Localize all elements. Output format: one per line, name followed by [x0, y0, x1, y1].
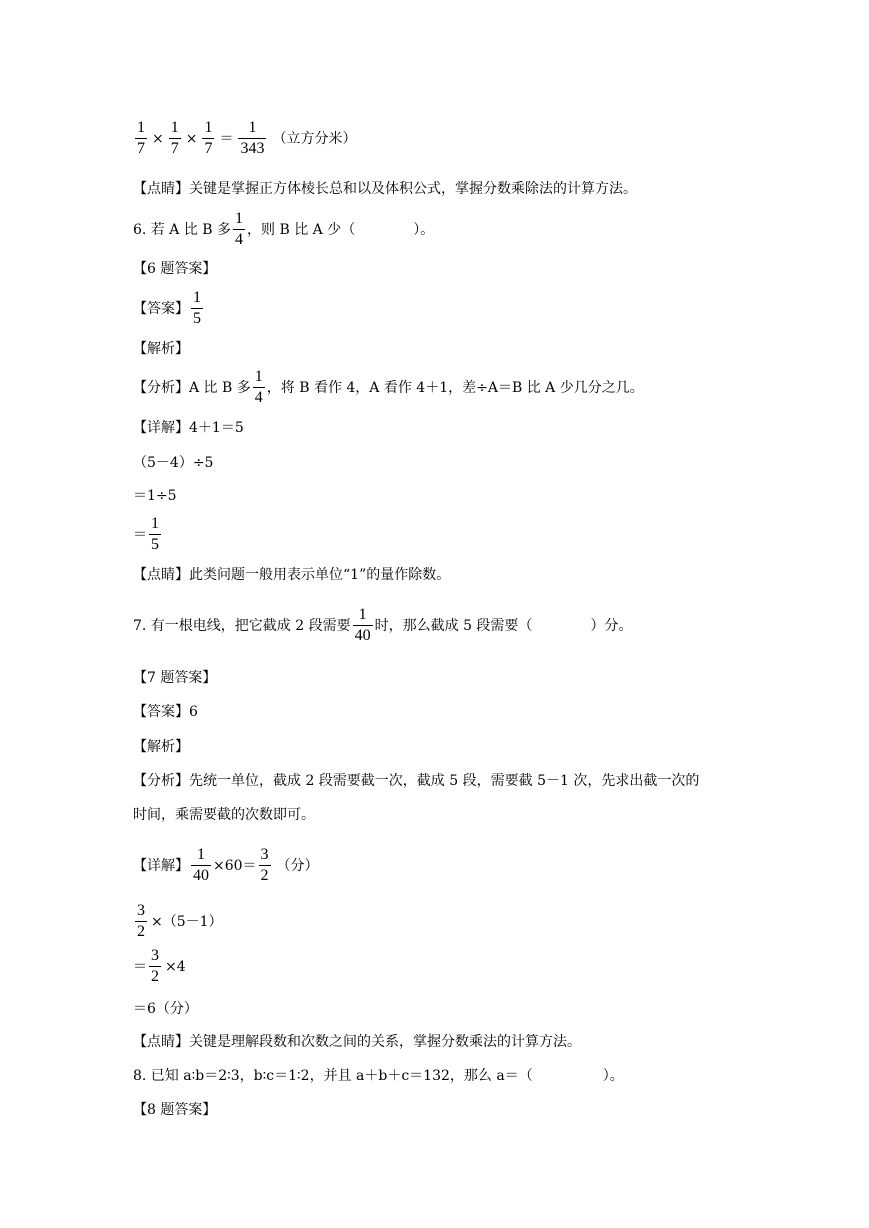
detail-7: 【详解】 $\frac{1}{40}$ ×60＝ $\frac{3}{2}$ （分） — [133, 846, 319, 885]
step-6-1: （5－4）÷5 — [133, 455, 214, 471]
fraction: $\frac{1}{343}$ — [240, 119, 265, 158]
answer-title-6: 【6 题答案】 — [133, 261, 217, 277]
fraction: $\frac{1}{7}$ — [170, 119, 179, 158]
note-6: 【点睛】此类问题一般用表示单位“1”的量作除数。 — [133, 567, 451, 583]
answer-title-7: 【7 题答案】 — [133, 670, 217, 686]
question-6: 6. 若 A 比 B 多 $\frac{1}{4}$ ，则 B 比 A 少（ ）。 — [133, 210, 435, 249]
detail-6: 【详解】4＋1＝5 — [133, 420, 244, 436]
fraction: $\frac{1}{5}$ — [193, 289, 201, 328]
fraction: $\frac{1}{5}$ — [151, 515, 159, 554]
fraction: $\frac{1}{4}$ — [254, 368, 263, 407]
step-6-2: ＝1÷5 — [133, 488, 177, 504]
answer-7: 【答案】6 — [133, 704, 198, 720]
fraction: $\frac{1}{7}$ — [137, 119, 145, 158]
note-7: 【点睛】关键是理解段数和次数之间的关系，掌握分数乘法的计算方法。 — [133, 1034, 581, 1050]
question-7: 7. 有一根电线，把它截成 2 段需要 $\frac{1}{40}$ 时，那么截成 5 段需要（ ）分。 — [133, 606, 633, 645]
analysis-title-7: 【解析】 — [133, 739, 189, 755]
analysis-7-line1: 【分析】先统一单位，截成 2 段需要截一次，截成 5 段，需要截 5－1 次，先求出截一次的 — [133, 773, 700, 789]
step-7-3: ＝6（分） — [133, 1001, 198, 1017]
step-7-2: ＝ $\frac{3}{2}$ ×4 — [133, 947, 186, 986]
step-7-1: $\frac{3}{2}$ ×（5－1） — [137, 902, 223, 941]
fraction: $\frac{3}{2}$ — [151, 947, 159, 986]
step-6-3: ＝ $\frac{1}{5}$ — [133, 515, 159, 554]
fraction: $\frac{1}{7}$ — [204, 119, 213, 158]
analysis-title-6: 【解析】 — [133, 341, 189, 357]
volume-calculation: $\frac{1}{7}$ × $\frac{1}{7}$ × $\frac{1}{7}$ ＝ $\frac{1}{343}$ （立方分米） — [137, 119, 357, 158]
fraction: $\frac{3}{2}$ — [260, 846, 269, 885]
answer-6: 【答案】 $\frac{1}{5}$ — [133, 289, 201, 328]
analysis-7-line2: 时间，乘需要截的次数即可。 — [133, 807, 315, 823]
fraction: $\frac{3}{2}$ — [137, 902, 145, 941]
question-8: 8. 已知 a∶b＝2∶3，b∶c＝1∶2，并且 a＋b＋c＝132，那么 a＝（ ）。 — [133, 1068, 624, 1084]
fraction: $\frac{1}{4}$ — [235, 210, 244, 249]
fraction: $\frac{1}{40}$ — [354, 606, 371, 645]
answer-title-8: 【8 题答案】 — [133, 1102, 217, 1118]
fraction: $\frac{1}{40}$ — [193, 846, 209, 885]
note-line: 【点睛】关键是掌握正方体棱长总和以及体积公式，掌握分数乘除法的计算方法。 — [133, 181, 637, 197]
analysis-6: 【分析】A 比 B 多 $\frac{1}{4}$ ，将 B 看作 4，A 看作 4＋1，差÷A＝B 比 A 少几分之几。 — [133, 368, 644, 407]
